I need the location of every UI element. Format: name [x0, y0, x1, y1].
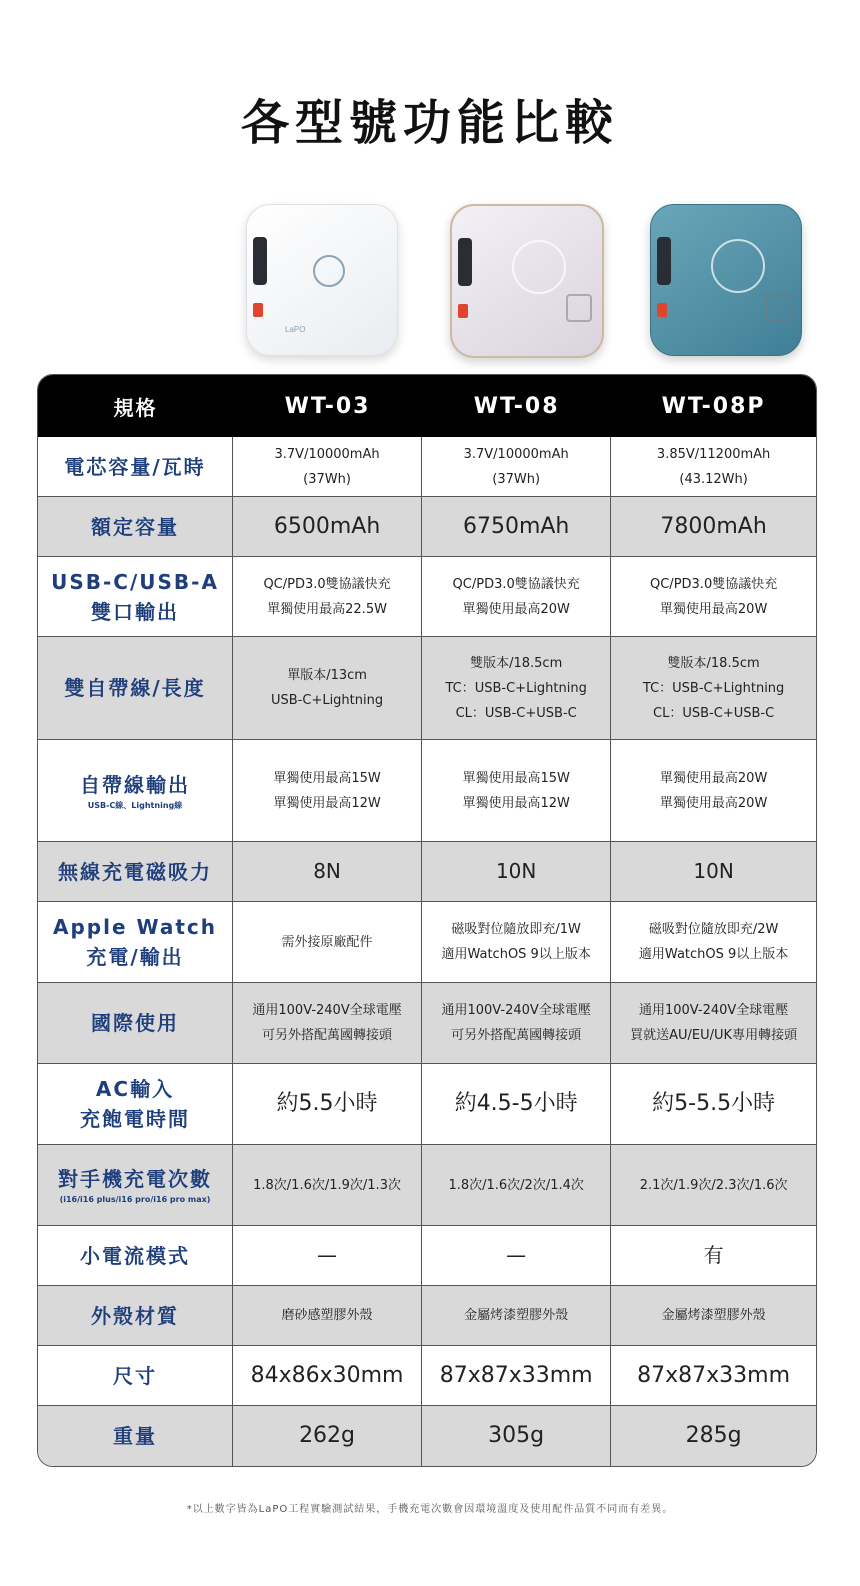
row-label-text: 雙自帶線/長度	[64, 676, 206, 700]
table-cell: QC/PD3.0雙協議快充 單獨使用最高22.5W	[233, 557, 422, 637]
table-cell: 1.8次/1.6次/2次/1.4次	[422, 1145, 611, 1226]
table-cell: 10N	[422, 842, 611, 902]
cable-module	[566, 294, 592, 322]
row-label	[38, 557, 233, 637]
table-row	[38, 1286, 816, 1346]
display-screen	[253, 237, 267, 285]
table-row	[38, 1145, 816, 1226]
row-label-text: 外殼材質	[91, 1303, 179, 1328]
table-row	[38, 497, 816, 557]
magnetic-ring-icon	[711, 239, 765, 293]
row-label-text: 額定容量	[91, 514, 179, 539]
table-cell: 10N	[611, 842, 816, 902]
cable-module	[765, 293, 791, 321]
table-row	[38, 1226, 816, 1286]
table-cell: 雙版本/18.5cm TC：USB-C+Lightning CL：USB-C+USB-C	[422, 637, 611, 740]
wireless-charge-icon	[313, 255, 345, 287]
table-row	[38, 1406, 816, 1466]
table-cell: 87x87x33mm	[422, 1346, 611, 1406]
product-image-wt08p	[650, 204, 802, 356]
brand-logo: LaPO	[285, 325, 306, 334]
row-label-text: 尺寸	[113, 1363, 157, 1388]
row-label	[38, 1226, 233, 1286]
table-cell: 約5.5小時	[233, 1064, 422, 1145]
table-cell: QC/PD3.0雙協議快充 單獨使用最高20W	[422, 557, 611, 637]
page-title: 各型號功能比較	[240, 95, 619, 151]
table-row	[38, 983, 816, 1064]
row-label-text: 國際使用	[91, 1011, 179, 1035]
row-label	[38, 740, 233, 842]
row-label-text: Apple Watch 充電/輸出	[53, 915, 217, 969]
table-cell: 6750mAh	[422, 497, 611, 557]
row-label-text: USB-C/USB-A 雙口輸出	[51, 569, 219, 624]
table-cell: 有	[611, 1226, 816, 1286]
table-cell: 單獨使用最高15W 單獨使用最高12W	[422, 740, 611, 842]
row-label-text: 自帶線輸出	[80, 772, 190, 797]
table-cell: 金屬烤漆塑膠外殼	[422, 1286, 611, 1346]
row-label-text: 無線充電磁吸力	[58, 859, 212, 884]
row-label-text: AC輸入 充飽電時間	[80, 1077, 190, 1131]
table-cell: 1.8次/1.6次/1.9次/1.3次	[233, 1145, 422, 1226]
table-cell: 約5-5.5小時	[611, 1064, 816, 1145]
table-row	[38, 902, 816, 983]
row-label-text: 電芯容量/瓦時	[64, 454, 206, 479]
display-screen	[458, 238, 472, 286]
table-cell: 通用100V-240V全球電壓 買就送AU/EU/UK專用轉接頭	[611, 983, 816, 1064]
table-cell: 87x87x33mm	[611, 1346, 816, 1406]
table-row	[38, 637, 816, 740]
table-cell: 單獨使用最高15W 單獨使用最高12W	[233, 740, 422, 842]
row-label	[38, 1346, 233, 1406]
table-cell: 7800mAh	[611, 497, 816, 557]
table-cell: 2.1次/1.9次/2.3次/1.6次	[611, 1145, 816, 1226]
footnote: *以上數字皆為LaPO工程實驗測試結果，手機充電次數會因環境溫度及使用配件品質不同而有差異。	[186, 1504, 674, 1515]
table-cell: —	[233, 1226, 422, 1286]
table-cell: 單版本/13cm USB-C+Lightning	[233, 637, 422, 740]
header-spec: 規格	[38, 375, 233, 437]
row-label-text: 重量	[113, 1424, 157, 1448]
row-label	[38, 1286, 233, 1346]
magnetic-ring-icon	[512, 240, 566, 294]
table-cell: 3.85V/11200mAh (43.12Wh)	[611, 437, 816, 497]
table-cell: 通用100V-240V全球電壓 可另外搭配萬國轉接頭	[422, 983, 611, 1064]
display-screen	[657, 237, 671, 285]
row-label-sub: (i16/i16 plus/i16 pro/i16 pro max)	[59, 1195, 211, 1204]
table-cell: 單獨使用最高20W 單獨使用最高20W	[611, 740, 816, 842]
row-label	[38, 902, 233, 983]
table-cell: QC/PD3.0雙協議快充 單獨使用最高20W	[611, 557, 816, 637]
row-label	[38, 1406, 233, 1466]
table-cell: 285g	[611, 1406, 816, 1466]
table-row	[38, 437, 816, 497]
table-cell: 雙版本/18.5cm TC：USB-C+Lightning CL：USB-C+USB-C	[611, 637, 816, 740]
spec-comparison-table	[37, 374, 817, 1467]
table-cell: 磁吸對位隨放即充/2W 適用WatchOS 9以上版本	[611, 902, 816, 983]
table-cell: 84x86x30mm	[233, 1346, 422, 1406]
table-cell: 6500mAh	[233, 497, 422, 557]
row-label	[38, 437, 233, 497]
table-row	[38, 1346, 816, 1406]
table-header-row	[38, 375, 816, 437]
row-label-text: 對手機充電次數	[58, 1167, 212, 1191]
table-cell: 需外接原廠配件	[233, 902, 422, 983]
table-cell: —	[422, 1226, 611, 1286]
table-cell: 通用100V-240V全球電壓 可另外搭配萬國轉接頭	[233, 983, 422, 1064]
table-cell: 8N	[233, 842, 422, 902]
usb-port	[657, 303, 667, 317]
table-cell: 262g	[233, 1406, 422, 1466]
row-label	[38, 497, 233, 557]
header-model: WT-08P	[611, 375, 816, 437]
row-label-text: 小電流模式	[80, 1243, 190, 1268]
row-label	[38, 983, 233, 1064]
header-model: WT-08	[422, 375, 611, 437]
product-images	[0, 198, 860, 363]
table-cell: 金屬烤漆塑膠外殼	[611, 1286, 816, 1346]
row-label	[38, 1064, 233, 1145]
row-label	[38, 842, 233, 902]
table-cell: 磨砂感塑膠外殼	[233, 1286, 422, 1346]
product-image-wt03	[246, 204, 398, 356]
table-row	[38, 1064, 816, 1145]
product-image-wt08	[450, 204, 604, 358]
usb-port	[253, 303, 263, 317]
table-cell: 約4.5-5小時	[422, 1064, 611, 1145]
table-cell: 磁吸對位隨放即充/1W 適用WatchOS 9以上版本	[422, 902, 611, 983]
table-cell: 305g	[422, 1406, 611, 1466]
row-label	[38, 637, 233, 740]
table-row	[38, 842, 816, 902]
table-row	[38, 557, 816, 637]
header-model: WT-03	[233, 375, 422, 437]
usb-port	[458, 304, 468, 318]
row-label-sub: USB-C線、Lightning線	[87, 800, 183, 810]
table-cell: 3.7V/10000mAh (37Wh)	[422, 437, 611, 497]
table-cell: 3.7V/10000mAh (37Wh)	[233, 437, 422, 497]
table-row	[38, 740, 816, 842]
row-label	[38, 1145, 233, 1226]
